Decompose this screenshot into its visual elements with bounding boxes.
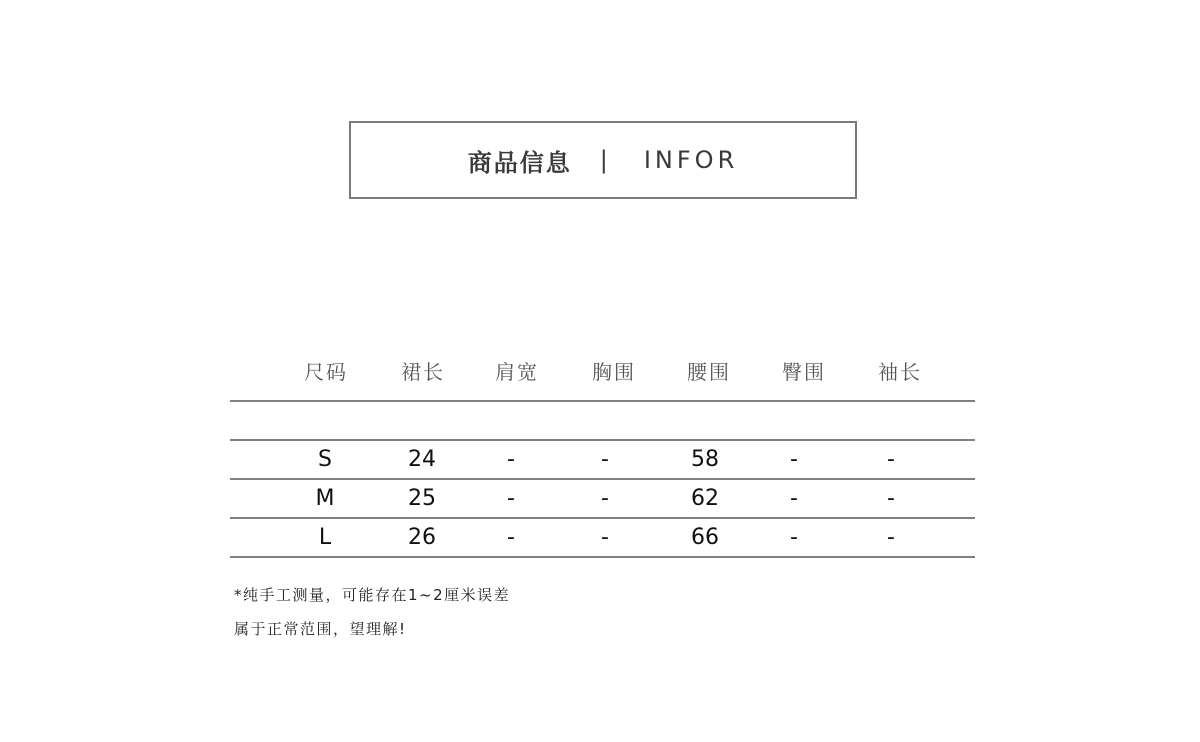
table-cell: M xyxy=(315,486,335,511)
table-cell: - xyxy=(887,525,895,550)
table-cell: - xyxy=(601,486,609,511)
measurement-note-line-1: *纯手工测量，可能存在1~2厘米误差 xyxy=(234,586,511,604)
table-row xyxy=(230,441,975,480)
table-cell: - xyxy=(887,447,895,472)
section-title-en: INFOR xyxy=(643,146,739,174)
table-header-row xyxy=(230,340,975,402)
table-cell: 66 xyxy=(691,525,719,550)
table-cell: 58 xyxy=(691,447,719,472)
table-cell: - xyxy=(507,447,515,472)
table-cell: - xyxy=(790,525,798,550)
column-header-sleeve-length: 袖长 xyxy=(878,359,922,384)
table-cell: - xyxy=(790,486,798,511)
column-header-chest: 胸围 xyxy=(592,359,636,384)
section-title-box xyxy=(349,121,857,199)
table-cell: - xyxy=(601,447,609,472)
table-cell: - xyxy=(507,525,515,550)
table-cell: - xyxy=(507,486,515,511)
table-spacer-row xyxy=(230,402,975,441)
table-cell: - xyxy=(790,447,798,472)
column-header-skirt-length: 裙长 xyxy=(401,359,445,384)
measurement-note-line-2: 属于正常范围，望理解! xyxy=(234,620,407,638)
table-cell: - xyxy=(887,486,895,511)
table-cell: 62 xyxy=(691,486,719,511)
column-header-hip: 臀围 xyxy=(782,359,826,384)
section-title-cn: 商品信息 xyxy=(467,148,572,177)
table-cell: 25 xyxy=(408,486,436,511)
table-row xyxy=(230,519,975,558)
table-cell: 26 xyxy=(408,525,436,550)
table-cell: L xyxy=(318,525,332,550)
column-header-size: 尺码 xyxy=(304,359,348,384)
size-table xyxy=(230,340,975,558)
table-cell: 24 xyxy=(408,447,436,472)
table-cell: - xyxy=(601,525,609,550)
section-title-separator: | xyxy=(599,146,608,174)
column-header-shoulder: 肩宽 xyxy=(495,359,539,384)
table-row xyxy=(230,480,975,519)
column-header-waist: 腰围 xyxy=(687,359,731,384)
table-cell: S xyxy=(318,447,332,472)
